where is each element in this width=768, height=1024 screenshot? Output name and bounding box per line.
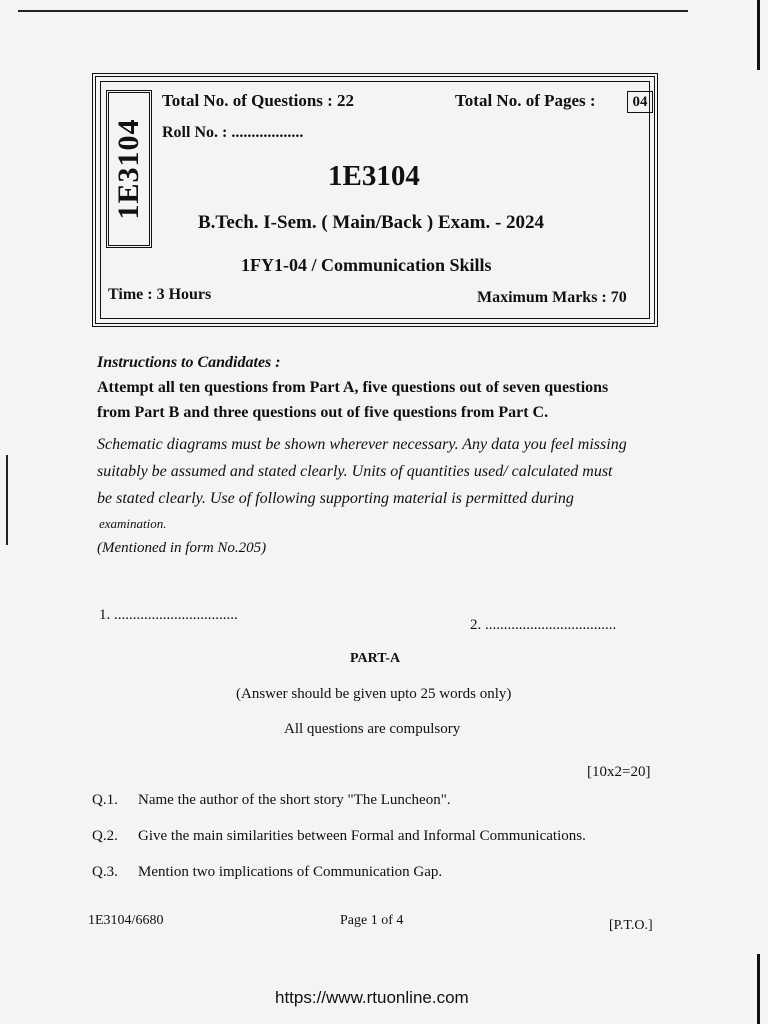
side-paper-code: 1E3104: [112, 118, 145, 220]
part-a-marks: [10x2=20]: [587, 764, 651, 780]
paper-code: 1E3104: [328, 160, 420, 192]
footer-page-number: Page 1 of 4: [340, 913, 404, 928]
instructions-italic-line: be stated clearly. Use of following supporting material is permitted during: [97, 490, 574, 507]
question-text: Name the author of the short story "The Luncheon".: [138, 792, 451, 808]
question-text: Give the main similarities between Formal and Informal Communications.: [138, 828, 586, 844]
header-inner-border: [100, 81, 650, 319]
instructions-title: Instructions to Candidates :: [97, 354, 281, 371]
footer-pto: [P.T.O.]: [609, 918, 653, 933]
page-edge-left: [6, 455, 8, 545]
footer-paper-code: 1E3104/6680: [88, 913, 164, 928]
part-a-compulsory: All questions are compulsory: [284, 721, 461, 737]
max-marks: Maximum Marks : 70: [477, 289, 627, 306]
instructions-italic-line: Schematic diagrams must be shown wherever necessary. Any data you feel missing: [97, 436, 627, 453]
subject-title: 1FY1-04 / Communication Skills: [241, 255, 492, 275]
material-item-2: 2. ...................................: [470, 617, 617, 633]
instructions-form-reference: (Mentioned in form No.205): [97, 540, 267, 556]
total-pages-value: 04: [627, 91, 653, 113]
exam-time: Time : 3 Hours: [108, 286, 212, 303]
instructions-bold-line: Attempt all ten questions from Part A, five questions out of seven questions: [97, 379, 609, 396]
part-a-note: (Answer should be given upto 25 words only): [236, 686, 512, 702]
exam-title: B.Tech. I-Sem. ( Main/Back ) Exam. - 2024: [198, 212, 545, 233]
question-text: Mention two implications of Communication Gap.: [138, 864, 443, 880]
roll-no: Roll No. : ..................: [162, 124, 304, 141]
question-number: Q.1.: [92, 792, 118, 808]
instructions-italic-line: examination.: [99, 516, 167, 531]
question-number: Q.3.: [92, 864, 118, 880]
part-a-title: PART-A: [350, 651, 401, 666]
top-rule: [18, 10, 688, 12]
page-edge-top: [757, 0, 760, 70]
side-paper-code-box: [106, 90, 152, 248]
total-pages-label: Total No. of Pages :: [455, 91, 596, 110]
footer-url: https://www.rtuonline.com: [275, 988, 469, 1007]
question-number: Q.2.: [92, 828, 118, 844]
total-questions: Total No. of Questions : 22: [162, 91, 355, 110]
instructions-bold-line: from Part B and three questions out of five questions from Part C.: [97, 404, 549, 421]
instructions-italic-line: suitably be assumed and stated clearly. Units of quantities used/ calculated must: [97, 463, 613, 480]
material-item-1: 1. .................................: [99, 607, 238, 623]
page-edge-bottom: [757, 954, 760, 1024]
